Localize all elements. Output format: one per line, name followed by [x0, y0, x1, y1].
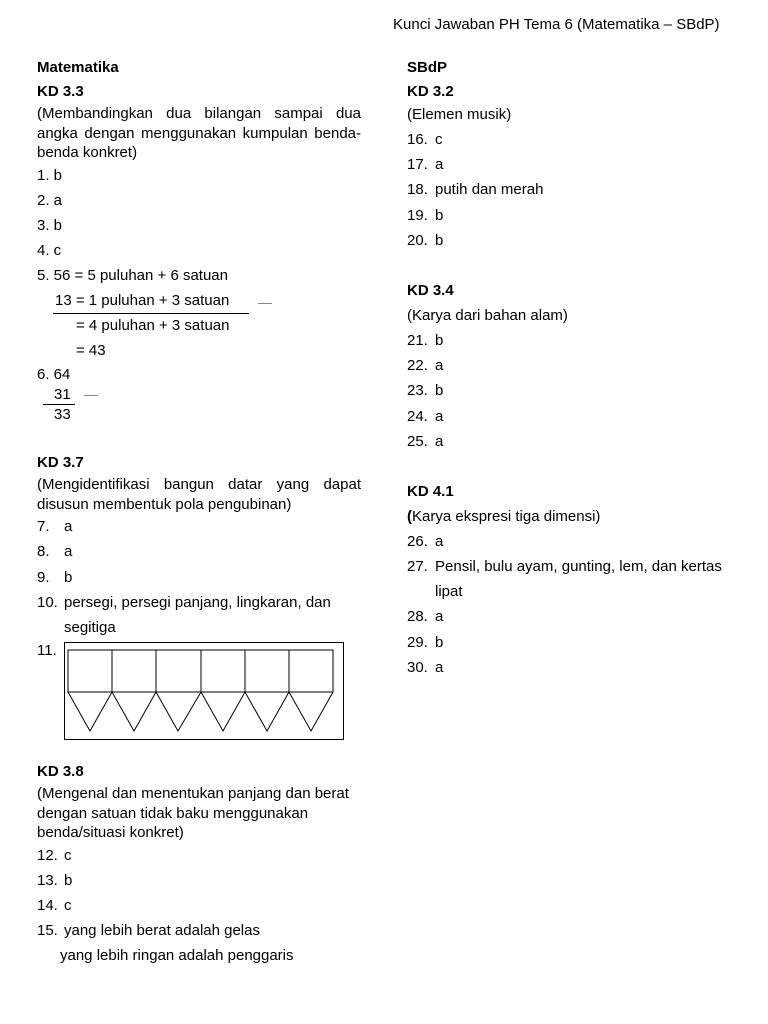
answer-23-text: b: [435, 382, 444, 400]
answer-6-line-3: [37, 405, 361, 425]
answer-20: [407, 230, 747, 255]
kd-4-1-heading: KD 4.1: [407, 482, 454, 500]
minus-sign-6: [84, 395, 98, 396]
square-tile-6: [289, 650, 333, 692]
triangle-tile-6: [289, 692, 333, 731]
answer-15-continuation: yang lebih ringan adalah penggaris: [60, 947, 294, 965]
kd-3-3-heading: KD 3.3: [37, 83, 84, 100]
answer-28-num: 28.: [407, 608, 428, 626]
answer-9-text: b: [64, 568, 73, 586]
answer-13-text: b: [64, 871, 73, 889]
answer-9: [37, 567, 361, 592]
tiling-pattern-svg: [65, 643, 343, 739]
answer-1: 1. b: [37, 166, 63, 184]
answer-9-num: 9.: [37, 568, 50, 586]
answer-26: [407, 531, 747, 556]
answer-17-num: 17.: [407, 156, 428, 174]
answer-24-num: 24.: [407, 407, 428, 425]
answer-28: [407, 606, 747, 631]
answer-5-line-2: 13 = 1 puluhan + 3 satuan: [55, 292, 230, 310]
answer-22-num: 22.: [407, 357, 428, 375]
answer-6-line-2-wrap: [37, 385, 361, 405]
kd-4-1-description-paren: (: [407, 507, 412, 525]
answer-13: [37, 870, 361, 895]
answer-4: 4. c: [37, 242, 62, 260]
answer-27-text: Pensil, bulu ayam, gunting, lem, dan kertas: [435, 558, 722, 576]
triangle-tile-1: [68, 692, 112, 731]
answer-19-num: 19.: [407, 206, 428, 224]
tiling-pattern-figure: [64, 642, 344, 740]
answer-8-num: 8.: [37, 543, 50, 561]
answer-19-text: b: [435, 206, 444, 224]
answer-5-line-4-text: = 43: [76, 342, 106, 360]
answer-18-num: 18.: [407, 181, 428, 199]
answer-6-line-1: 6. 64: [37, 366, 71, 384]
answer-18-text: putih dan merah: [435, 181, 544, 199]
triangle-tile-4: [201, 692, 245, 731]
answer-30-text: a: [435, 658, 444, 676]
answer-8: [37, 541, 361, 566]
answer-10: [37, 592, 361, 617]
answer-30: [407, 657, 747, 682]
answer-14: [37, 895, 361, 920]
answer-15: [37, 920, 361, 945]
answer-14-num: 14.: [37, 897, 58, 915]
kd-3-7-description: (Mengidentifikasi bangun datar yang dapat disusun membentuk pola pengubinan): [37, 476, 361, 513]
answer-12: [37, 845, 361, 870]
answer-5-line-1: 5. 56 = 5 puluhan + 6 satuan: [37, 267, 228, 285]
kd-3-8-description: (Mengenal dan menentukan panjang dan berat dengan satuan tidak baku menggunakan benda/situasi konkret): [37, 785, 349, 842]
answer-18: [407, 179, 747, 204]
matematika-column: [37, 58, 361, 971]
answer-7-text: a: [64, 518, 73, 536]
kd-4-1-description-text: Karya ekspresi tiga dimensi): [412, 507, 601, 525]
square-tile-4: [201, 650, 245, 692]
answer-25-text: a: [435, 432, 444, 450]
answer-22-text: a: [435, 357, 444, 375]
kd-3-4-description: (Karya dari bahan alam): [407, 306, 568, 324]
answer-16: [407, 129, 747, 154]
subtraction-rule: [53, 313, 249, 314]
answer-5-line-4: [37, 340, 361, 365]
answer-3: 3. b: [37, 216, 63, 234]
answer-10-continuation: segitiga: [64, 619, 116, 636]
kd-4-1-description: [407, 506, 747, 531]
answer-25-num: 25.: [407, 432, 428, 450]
answer-20-text: b: [435, 231, 444, 249]
minus-sign: [258, 303, 272, 304]
answer-16-text: c: [435, 131, 443, 148]
matematika-title: Matematika: [37, 59, 119, 76]
answer-6-line-2: 31: [54, 386, 71, 404]
kd-3-8-heading: KD 3.8: [37, 763, 84, 781]
answer-27-num: 27.: [407, 558, 428, 576]
answer-20-num: 20.: [407, 231, 428, 249]
answer-17: [407, 154, 747, 179]
answer-7-num: 7.: [37, 518, 50, 536]
answer-19: [407, 205, 747, 230]
kd-3-3-description: (Membandingkan dua bilangan sampai dua angka dengan menggunakan kumpulan benda-benda konkret): [37, 105, 361, 161]
answer-29-num: 29.: [407, 633, 428, 651]
square-tile-5: [245, 650, 289, 692]
answer-25: [407, 431, 747, 456]
answer-2: 2. a: [37, 191, 63, 209]
kd-3-7-heading: KD 3.7: [37, 454, 84, 472]
kd-3-4-heading: KD 3.4: [407, 281, 454, 299]
answer-15-num: 15.: [37, 922, 58, 940]
answer-30-num: 30.: [407, 658, 428, 676]
subtraction-rule-6: [43, 404, 75, 405]
answer-5-line-3: [37, 315, 361, 340]
answer-23: [407, 380, 747, 405]
answer-11-num: 11.: [37, 642, 57, 660]
answer-12-text: c: [64, 846, 72, 864]
answer-27-continuation: lipat: [435, 583, 463, 601]
answer-17-text: a: [435, 156, 444, 174]
answer-21-text: b: [435, 331, 444, 349]
answer-23-num: 23.: [407, 382, 428, 400]
answer-14-text: c: [64, 897, 72, 915]
answer-29: [407, 632, 747, 657]
square-tile-1: [68, 650, 112, 692]
answer-26-text: a: [435, 532, 444, 550]
answer-21: [407, 330, 747, 355]
answer-8-text: a: [64, 543, 73, 561]
answer-11: [37, 642, 361, 762]
answer-10-text: persegi, persegi panjang, lingkaran, dan: [64, 593, 331, 611]
answer-7: [37, 516, 361, 541]
sbdp-title: SBdP: [407, 59, 448, 76]
answer-27: [407, 556, 747, 581]
answer-22: [407, 355, 747, 380]
answer-5-line-3-text: = 4 puluhan + 3 satuan: [76, 317, 230, 335]
answer-12-num: 12.: [37, 846, 58, 864]
answer-16-num: 16.: [407, 131, 428, 148]
answer-13-num: 13.: [37, 871, 58, 889]
answer-6-line-3-text: 33: [54, 406, 71, 424]
answer-15-text: yang lebih berat adalah gelas: [64, 922, 260, 940]
answer-24-text: a: [435, 407, 444, 425]
triangle-tile-5: [245, 692, 289, 731]
answer-21-num: 21.: [407, 331, 428, 349]
kd-3-2-description: (Elemen musik): [407, 106, 512, 123]
kd-3-2-heading: KD 3.2: [407, 83, 454, 100]
square-tile-2: [112, 650, 156, 692]
square-tile-3: [156, 650, 201, 692]
answer-5-line-2-wrap: [37, 290, 361, 315]
answer-28-text: a: [435, 608, 444, 626]
answer-24: [407, 406, 747, 431]
sbdp-column: [407, 58, 747, 682]
triangle-tile-3: [156, 692, 201, 731]
triangle-tile-2: [112, 692, 156, 731]
answer-29-text: b: [435, 633, 444, 651]
answer-10-num: 10.: [37, 593, 58, 611]
page-header: Kunci Jawaban PH Tema 6 (Matematika – SBdP): [393, 16, 720, 33]
answer-26-num: 26.: [407, 532, 428, 550]
